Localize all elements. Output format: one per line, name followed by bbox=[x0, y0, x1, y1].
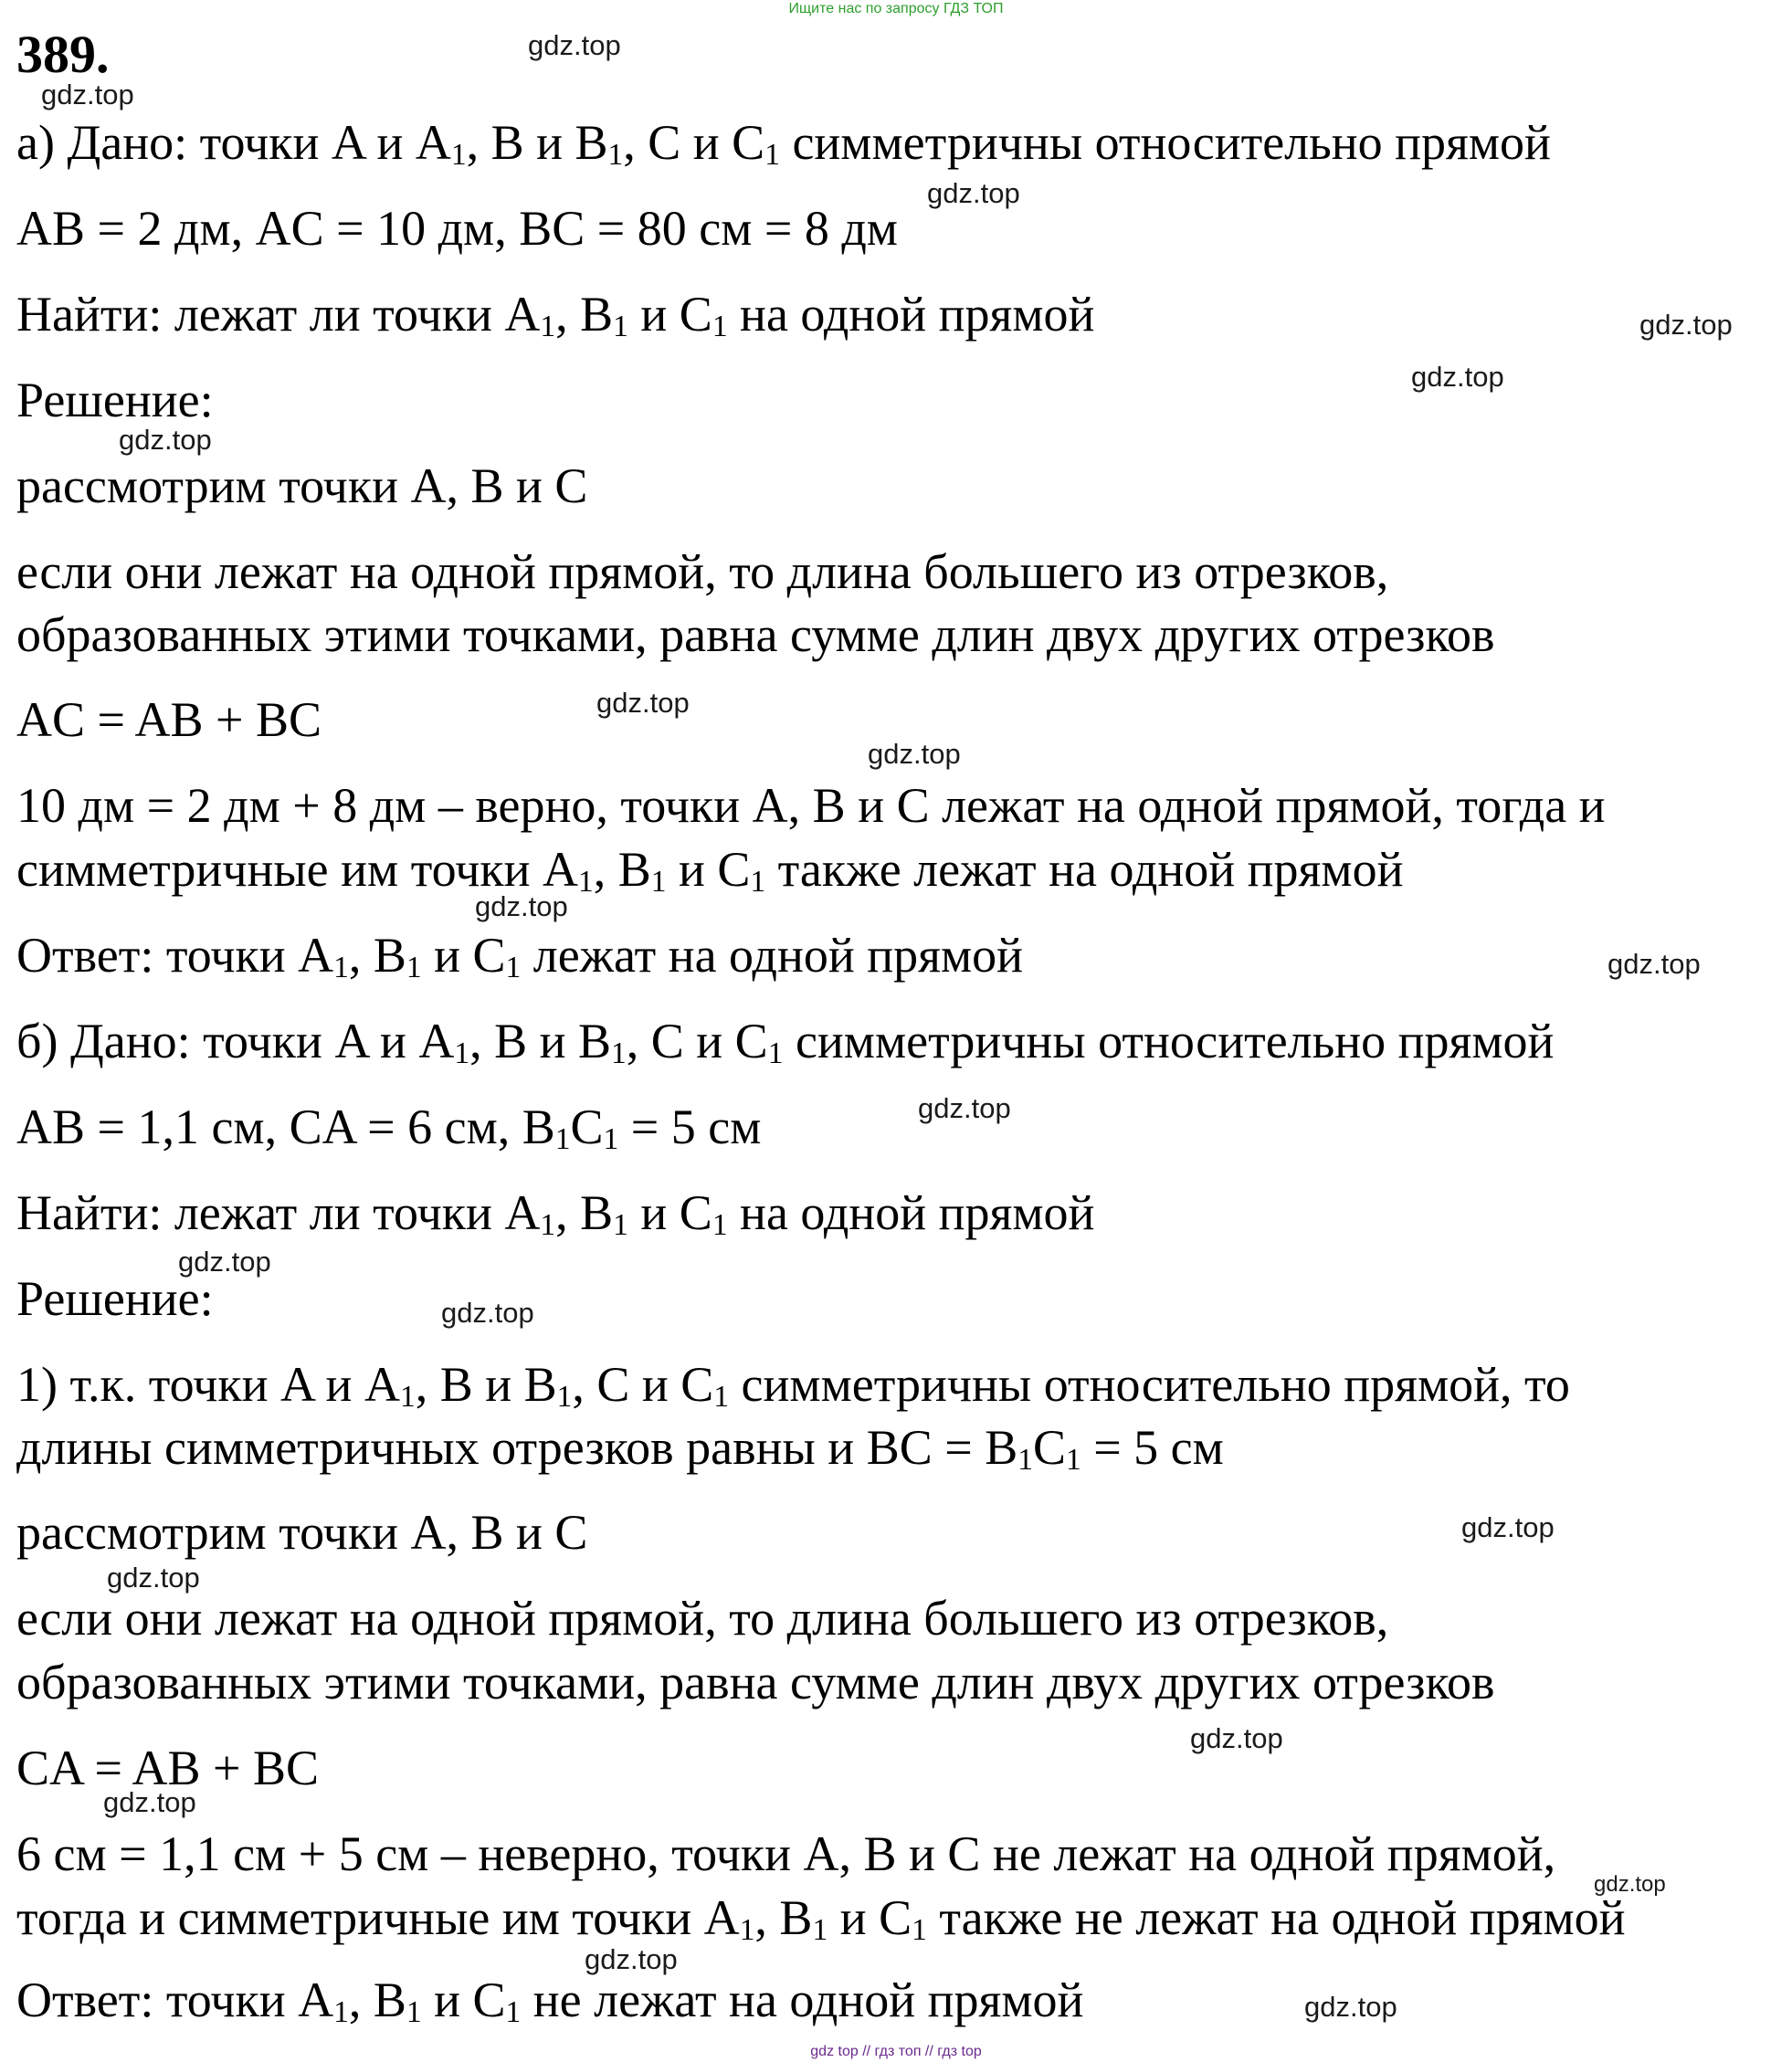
text-segment: и C bbox=[627, 1185, 712, 1240]
text-segment: симметричны относительно прямой, то bbox=[729, 1357, 1570, 1412]
part-a-solution-label: Решение: bbox=[16, 373, 214, 427]
watermark: gdz.top bbox=[585, 1943, 678, 1975]
text-segment: на одной прямой bbox=[727, 1185, 1095, 1240]
watermark: gdz.top bbox=[41, 79, 134, 110]
part-b-check-line-1: 6 см = 1,1 см + 5 см – неверно, точки A, B и C не лежат на одной прямой, bbox=[16, 1826, 1556, 1881]
subscript: 1 bbox=[764, 138, 780, 173]
text-segment: и C bbox=[666, 842, 751, 897]
subscript: 1 bbox=[812, 1913, 828, 1948]
watermark: gdz.top bbox=[475, 890, 568, 922]
subscript: 1 bbox=[767, 1036, 784, 1071]
text-segment: Найти: лежат ли точки A bbox=[16, 1185, 541, 1240]
text-segment: также лежат на одной прямой bbox=[765, 842, 1404, 897]
part-b-given-line-2 bbox=[16, 1099, 762, 1157]
watermark: gdz.top bbox=[1190, 1722, 1283, 1754]
subscript: 1 bbox=[613, 1208, 628, 1243]
subscript: 1 bbox=[713, 1380, 730, 1415]
text-segment: , C и C bbox=[626, 1014, 768, 1068]
watermark: gdz.top bbox=[918, 1092, 1011, 1124]
subscript: 1 bbox=[505, 1995, 522, 2030]
problem-number: 389. bbox=[16, 25, 110, 84]
watermark: gdz.top bbox=[103, 1786, 196, 1818]
text-segment: , B bbox=[593, 842, 651, 897]
subscript: 1 bbox=[750, 865, 766, 899]
text-segment: симметричны относительно прямой bbox=[779, 115, 1551, 170]
subscript: 1 bbox=[578, 865, 594, 899]
part-b-step1-line-2 bbox=[16, 1420, 1224, 1478]
subscript: 1 bbox=[454, 1036, 470, 1071]
text-segment: , B bbox=[348, 1973, 406, 2027]
part-b-equation: CA = AB + BC bbox=[16, 1741, 320, 1795]
search-hint: Ищите нас по запросу ГДЗ ТОП bbox=[788, 1, 1004, 16]
subscript: 1 bbox=[613, 310, 628, 344]
text-segment: и C bbox=[627, 287, 712, 342]
text-segment: , B bbox=[555, 287, 614, 342]
text-segment: , B и B bbox=[415, 1357, 557, 1412]
text-segment: , B bbox=[348, 928, 406, 983]
subscript: 1 bbox=[399, 1380, 416, 1415]
text-segment: 1) т.к. точки A и A bbox=[16, 1357, 400, 1412]
text-segment: на одной прямой bbox=[727, 287, 1095, 342]
part-b-given-line-1 bbox=[16, 1014, 1555, 1071]
subscript: 1 bbox=[540, 310, 556, 344]
watermark: gdz.top bbox=[178, 1246, 271, 1278]
subscript: 1 bbox=[1065, 1443, 1081, 1478]
subscript: 1 bbox=[1017, 1443, 1033, 1478]
watermark: gdz.top bbox=[1411, 361, 1504, 393]
part-a-rule-line-1: если они лежат на одной прямой, то длина большего из отрезков, bbox=[16, 544, 1389, 599]
part-a-given-line-2: AB = 2 дм, AC = 10 дм, BC = 80 см = 8 дм bbox=[16, 201, 898, 256]
text-segment: симметричны относительно прямой bbox=[783, 1014, 1555, 1068]
part-b-step1-line-1 bbox=[16, 1357, 1570, 1415]
text-segment: , B и B bbox=[469, 1014, 612, 1068]
text-segment: и C bbox=[421, 928, 506, 983]
subscript: 1 bbox=[607, 138, 624, 173]
watermark: gdz.top bbox=[107, 1562, 200, 1594]
text-segment: Найти: лежат ли точки A bbox=[16, 287, 541, 342]
text-segment: , C и C bbox=[623, 115, 765, 170]
watermark: gdz.top bbox=[1461, 1511, 1555, 1543]
watermark: gdz.top bbox=[596, 687, 690, 719]
subscript: 1 bbox=[712, 1208, 728, 1243]
subscript: 1 bbox=[333, 951, 349, 985]
subscript: 1 bbox=[556, 1380, 573, 1415]
text-segment: и C bbox=[827, 1890, 912, 1945]
text-segment: и C bbox=[421, 1973, 506, 2027]
watermark: gdz.top bbox=[119, 424, 212, 456]
watermark: gdz.top bbox=[1639, 309, 1733, 341]
text-segment: б) Дано: точки A и A bbox=[16, 1014, 455, 1068]
footer-note: gdz top // гдз топ // гдз top bbox=[810, 2044, 982, 2059]
watermark: gdz.top bbox=[927, 177, 1020, 209]
watermark: gdz.top bbox=[1608, 948, 1701, 980]
text-segment: = 5 см bbox=[618, 1099, 762, 1154]
subscript: 1 bbox=[406, 1995, 422, 2030]
subscript: 1 bbox=[650, 865, 667, 899]
text-segment: не лежат на одной прямой bbox=[521, 1973, 1084, 2027]
subscript: 1 bbox=[603, 1122, 619, 1157]
part-a-check-line-2 bbox=[16, 842, 1403, 897]
part-a-answer bbox=[16, 928, 1023, 983]
text-segment: , B bbox=[555, 1185, 614, 1240]
watermark: gdz.top bbox=[1594, 1872, 1666, 1897]
text-segment: Ответ: точки A bbox=[16, 928, 334, 983]
subscript: 1 bbox=[611, 1036, 627, 1071]
part-a-given-line-1 bbox=[16, 115, 1551, 173]
part-b-rule-line-2: образованных этими точками, равна сумме длин двух других отрезков bbox=[16, 1655, 1495, 1710]
text-segment: , C и C bbox=[572, 1357, 714, 1412]
text-segment: также не лежат на одной прямой bbox=[926, 1890, 1626, 1945]
text-segment: тогда и симметричные им точки A bbox=[16, 1890, 740, 1945]
part-b-consider: рассмотрим точки A, B и C bbox=[16, 1505, 588, 1560]
subscript: 1 bbox=[450, 138, 467, 173]
part-a-rule-line-2: образованных этими точками, равна сумме длин двух других отрезков bbox=[16, 607, 1495, 662]
part-a-consider: рассмотрим точки A, B и C bbox=[16, 458, 588, 513]
subscript: 1 bbox=[333, 1995, 349, 2030]
subscript: 1 bbox=[712, 310, 728, 344]
watermark: gdz.top bbox=[528, 29, 621, 61]
watermark: gdz.top bbox=[1304, 1991, 1397, 2023]
part-b-rule-line-1: если они лежат на одной прямой, то длина большего из отрезков, bbox=[16, 1591, 1389, 1646]
part-b-check-line-2 bbox=[16, 1890, 1626, 1948]
part-b-find bbox=[16, 1185, 1095, 1243]
text-segment: а) Дано: точки A и A bbox=[16, 115, 451, 170]
part-a-check-line-1: 10 дм = 2 дм + 8 дм – верно, точки A, B и C лежат на одной прямой, тогда и bbox=[16, 778, 1606, 833]
text-segment: C bbox=[1032, 1420, 1066, 1475]
part-b-answer bbox=[16, 1973, 1084, 2030]
text-segment: AB = 1,1 см, CA = 6 см, B bbox=[16, 1099, 555, 1154]
part-b-solution-label: Решение: bbox=[16, 1271, 214, 1326]
subscript: 1 bbox=[540, 1208, 556, 1243]
subscript: 1 bbox=[554, 1122, 571, 1157]
text-segment: Ответ: точки A bbox=[16, 1973, 334, 2027]
subscript: 1 bbox=[505, 951, 522, 985]
part-a-find bbox=[16, 287, 1094, 342]
text-segment: C bbox=[570, 1099, 604, 1154]
text-segment: длины симметричных отрезков равны и BC = B bbox=[16, 1420, 1018, 1475]
text-segment: , B и B bbox=[466, 115, 608, 170]
part-a-equation: AC = AB + BC bbox=[16, 692, 322, 747]
subscript: 1 bbox=[406, 951, 422, 985]
watermark: gdz.top bbox=[868, 738, 961, 770]
subscript: 1 bbox=[912, 1913, 927, 1948]
text-segment: лежат на одной прямой bbox=[521, 928, 1024, 983]
subscript: 1 bbox=[739, 1913, 755, 1948]
text-segment: = 5 см bbox=[1080, 1420, 1224, 1475]
watermark: gdz.top bbox=[441, 1297, 534, 1329]
text-segment: , B bbox=[754, 1890, 813, 1945]
text-segment: симметричные им точки A bbox=[16, 842, 578, 897]
